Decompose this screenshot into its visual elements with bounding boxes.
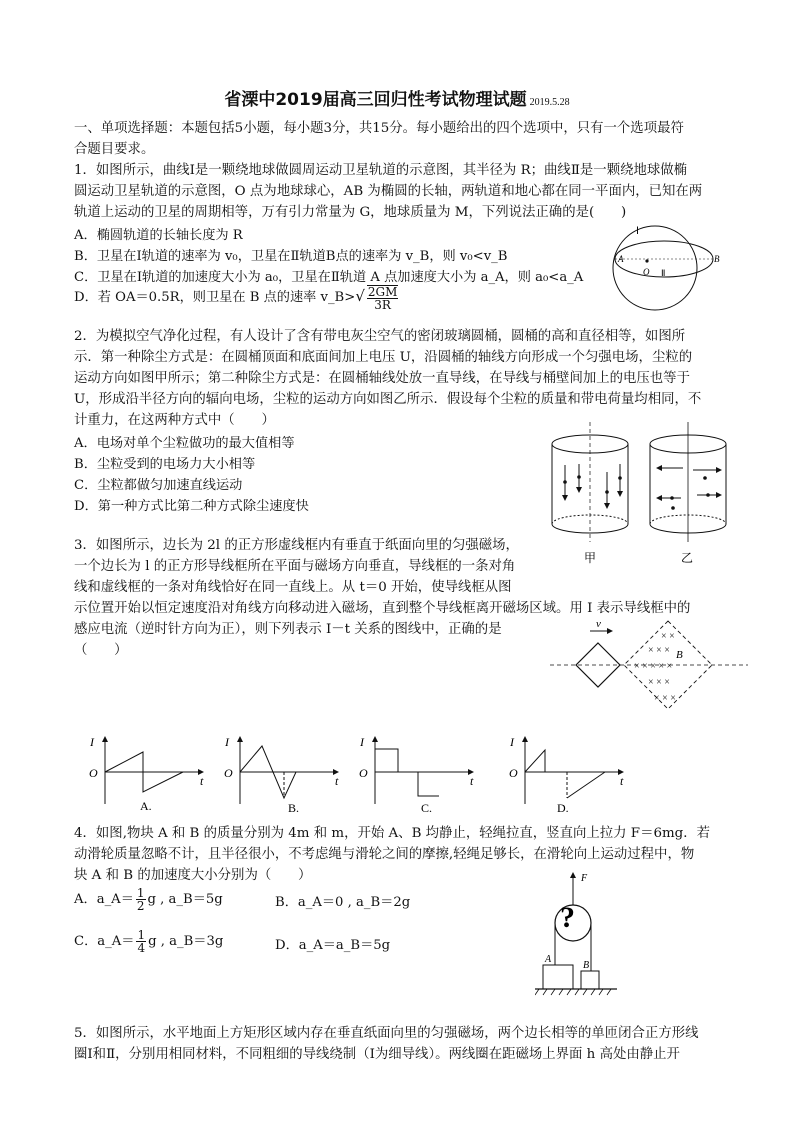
svg-text:I: I xyxy=(360,735,364,749)
velocity-label: v xyxy=(596,618,601,630)
graph-c-label: C. xyxy=(421,801,433,815)
ground-hatch xyxy=(535,989,611,995)
force-f-label: F xyxy=(581,873,588,884)
q4-option-a: A．a_A＝ $\frac{1}{2}$ g , a_B＝5g xyxy=(74,886,223,913)
svg-text:t: t xyxy=(470,774,474,788)
q3-text: 感应电流（逆时针方向为正），则下列表示 I－t 关系的图线中，正确的是 xyxy=(74,622,502,637)
q2-option-d: D．第一种方式比第二种方式除尘速度快 xyxy=(74,499,309,514)
graph-b-label: B. xyxy=(288,801,300,815)
graph-b xyxy=(224,735,339,815)
q3-text: 3．如图所示，边长为 2l 的正方形虚线框内有垂直于纸面向里的匀强磁场， xyxy=(74,538,519,553)
magnetic-field-diagram xyxy=(550,615,750,720)
q2-option-a: A．电场对单个尘粒做功的最大值相等 xyxy=(74,436,295,451)
orbit-ii-label: Ⅱ xyxy=(661,268,666,278)
page-title: 省溧中2019届高三回归性考试物理试题 2019.5.28 xyxy=(224,90,570,110)
point-b-label: B xyxy=(714,254,720,264)
q2-text: U，形成沿半径方向的辐向电场，尘粒的运动方向如图乙所示．假设每个尘粒的质量和带电荷量均相同，不 xyxy=(74,392,702,407)
block-a-label: A xyxy=(545,954,552,965)
graph-a-label: A. xyxy=(140,799,152,813)
pulley-mark: ? xyxy=(560,901,575,934)
svg-text:× × ×: × × × xyxy=(654,693,676,704)
orbit-i-label: Ⅰ xyxy=(636,226,639,237)
q1-text: 圆运动卫星轨道的示意图，O 点为地球球心，AB 为椭圆的长轴，两轨道和地心都在同一平面内，已知在两 xyxy=(74,184,703,199)
i-t-graphs xyxy=(85,732,735,822)
cylinder-jia xyxy=(552,422,628,565)
svg-text:t: t xyxy=(620,774,624,788)
block-b-label: B xyxy=(583,960,590,971)
q3-text: 一个边长为 l 的正方形导线框所在平面与磁场方向垂直，导线框的一条对角 xyxy=(74,559,516,574)
svg-text:O: O xyxy=(509,766,518,780)
q1-option-a: A．椭圆轨道的长轴长度为 R xyxy=(74,228,243,243)
svg-text:O: O xyxy=(89,766,98,780)
svg-text:× × ×: × × × xyxy=(648,677,670,688)
cylinder-diagram xyxy=(545,420,735,570)
earth-center-dot xyxy=(645,259,648,262)
svg-text:I: I xyxy=(225,735,229,749)
q4-option-b: B．a_A＝0 , a_B＝2g xyxy=(275,895,411,910)
fig-yi-label: 乙 xyxy=(681,551,694,565)
cylinder-yi xyxy=(650,422,726,565)
q3-text: （ ） xyxy=(74,643,128,658)
q1-option-c: C．卫星在Ⅰ轨道的加速度大小为 a₀，卫星在Ⅱ轨道 A 点加速度大小为 a_A，则 a₀<a_A xyxy=(74,270,584,285)
field-crosses xyxy=(634,631,676,704)
q4-text: 4．如图,物块 A 和 B 的质量分别为 4m 和 m，开始 A、B 均静止，轻绳拉直，竖直向上拉力 F＝6mg．若 xyxy=(74,826,711,841)
svg-text:× × × × ×: × × × × × xyxy=(634,661,673,672)
point-o-label: O xyxy=(643,267,650,277)
q1-text: 轨道上运动的卫星的周期相等，万有引力常量为 G，地球质量为 M，下列说法正确的是( ) xyxy=(74,205,627,220)
block-b xyxy=(581,971,599,989)
block-a xyxy=(543,965,573,989)
q5-text: 圈Ⅰ和Ⅱ，分别用相同材料，不同粗细的导线绕制（Ⅰ为细导线）。两线圈在距磁场上界面 h 高处由静止开 xyxy=(74,1047,680,1062)
q1-option-d: D．若 OA＝0.5R，则卫星在 B 点的速率 v_B>√ $\frac{2GM}{3R}$ xyxy=(74,284,398,312)
q4-option-d: D．a_A＝a_B＝5g xyxy=(275,938,391,953)
section-heading: 一、单项选择题：本题包括5小题，每小题3分，共15分。每小题给出的四个选项中，只有一个选项最符 xyxy=(74,121,684,136)
svg-text:I: I xyxy=(510,735,514,749)
q2-text: 运动方向如图甲所示；第二种除尘方式是：在圆桶轴线处放一直导线，在导线与桶壁间加上的电压也等于 xyxy=(74,371,690,386)
svg-text:O: O xyxy=(359,766,368,780)
svg-text:O: O xyxy=(224,766,233,780)
section-heading-cont: 合题目要求。 xyxy=(74,142,155,157)
q5-text: 5．如图所示，水平地面上方矩形区域内存在垂直纸面向里的匀强磁场，两个边长相等的单匝闭合正方形线 xyxy=(74,1026,699,1041)
q3-text: 示位置开始以恒定速度沿对角线方向移动进入磁场，直到整个导线框离开磁场区域。用 I 表示导线框中的 xyxy=(74,601,691,616)
svg-text:I: I xyxy=(90,735,94,749)
q2-option-c: C．尘粒都做匀加速直线运动 xyxy=(74,478,243,493)
pulley-diagram xyxy=(535,865,625,1000)
q4-text: 动滑轮质量忽略不计，且半径很小，不考虑绳与滑轮之间的摩擦,轻绳足够长，在滑轮向上运动过程中，物 xyxy=(74,847,695,862)
graph-c xyxy=(359,735,474,815)
graph-d-label: D. xyxy=(557,801,569,815)
q2-option-b: B．尘粒受到的电场力大小相等 xyxy=(74,457,256,472)
fig-jia-label: 甲 xyxy=(584,551,597,565)
q2-text: 计重力，在这两种方式中（ ） xyxy=(74,413,275,428)
q3-text: 线和虚线框的一条对角线恰好在同一直线上。从 t＝0 开始，使导线框从图 xyxy=(74,580,512,595)
q2-text: 2．为模拟空气净化过程，有人设计了含有带电灰尘空气的密闭玻璃圆桶，圆桶的高和直径相等，如图所 xyxy=(74,329,686,344)
q1-option-b: B．卫星在Ⅰ轨道的速率为 v₀，卫星在Ⅱ轨道B点的速率为 v_B，则 v₀<v_B xyxy=(74,249,508,264)
svg-text:× ×: × × xyxy=(661,631,675,642)
q4-text: 块 A 和 B 的加速度大小分别为（ ） xyxy=(74,868,312,883)
q1-text: 1．如图所示，曲线Ⅰ是一颗绕地球做圆周运动卫星轨道的示意图，其半径为 R；曲线Ⅱ是一颗绕地球做椭 xyxy=(74,163,688,178)
field-b-label: B xyxy=(676,649,683,661)
svg-text:t: t xyxy=(335,774,339,788)
graph-a xyxy=(89,735,204,813)
graph-d xyxy=(509,735,624,815)
svg-text:t: t xyxy=(200,774,204,788)
q4-option-c: C．a_A＝ $\frac{1}{4}$ g , a_B＝3g xyxy=(74,928,224,955)
q2-text: 示．第一种除尘方式是：在圆桶顶面和底面间加上电压 U，沿圆桶的轴线方向形成一个匀强电场，尘粒的 xyxy=(74,350,693,365)
svg-text:× × ×: × × × xyxy=(648,645,670,656)
orbit-diagram xyxy=(598,222,728,312)
point-a-label: A xyxy=(618,254,624,264)
